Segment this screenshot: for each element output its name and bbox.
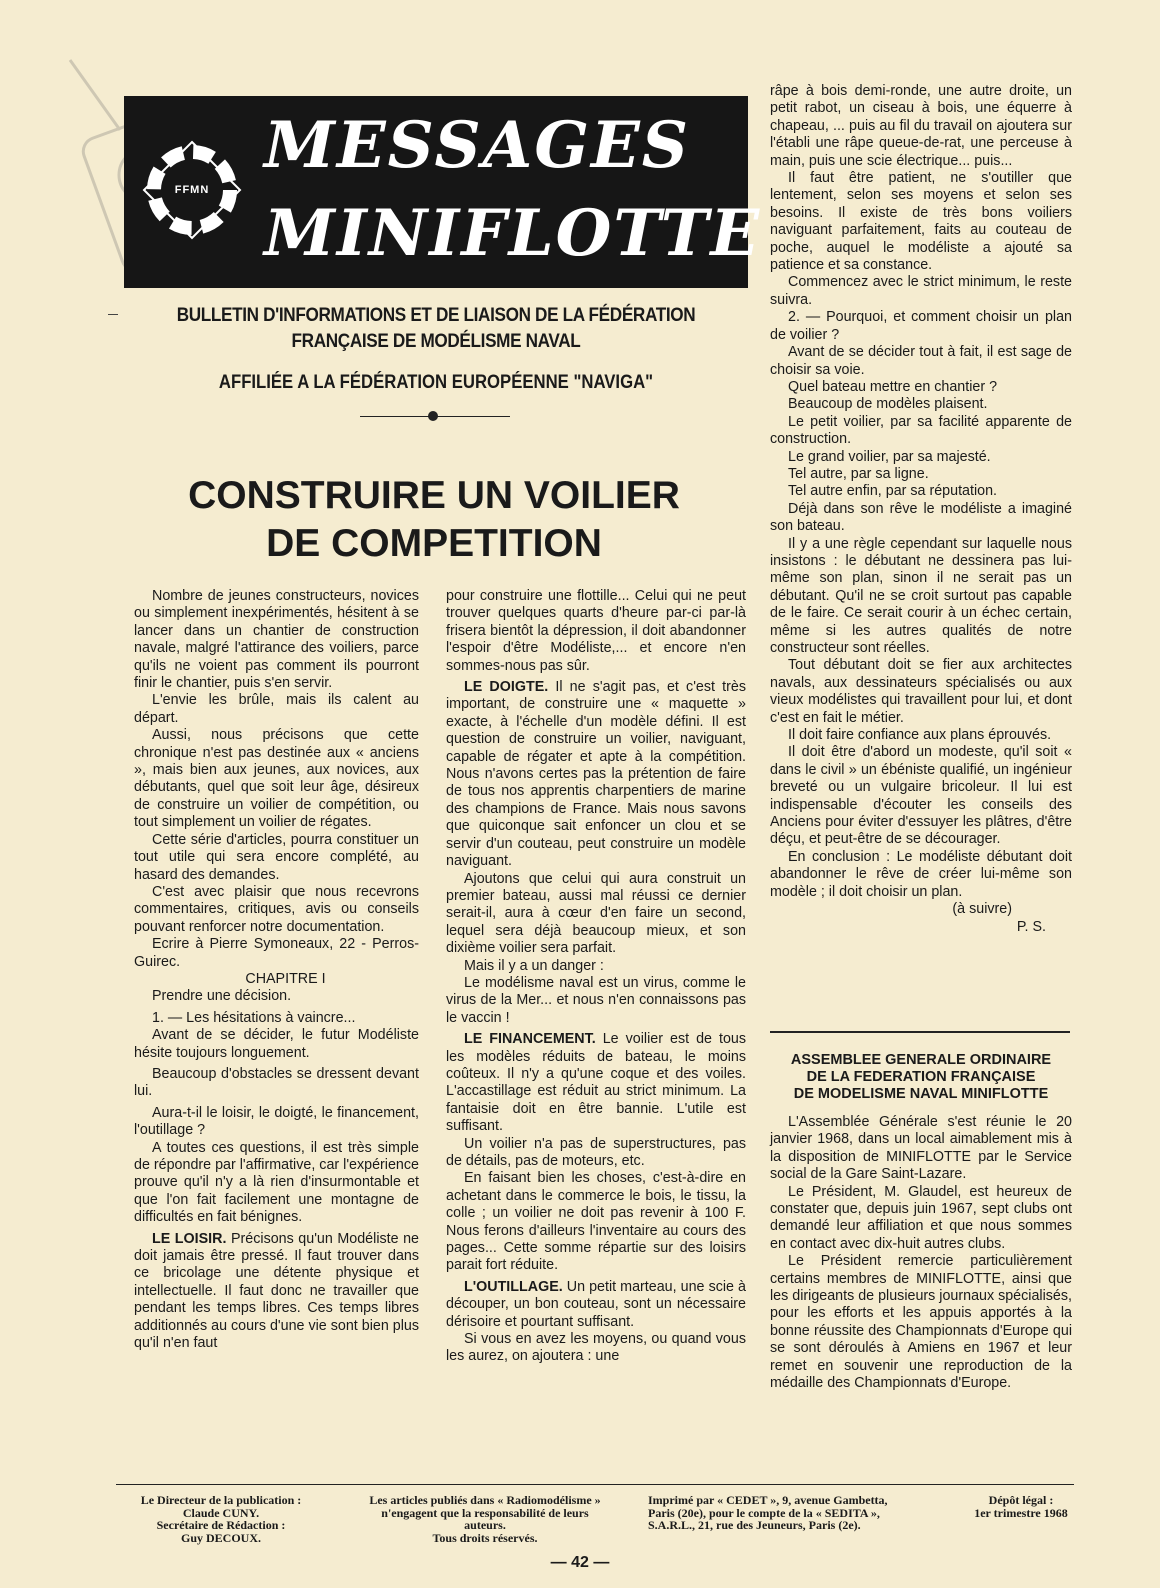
paragraph: Si vous en avez les moyens, ou quand vous les aurez, on ajoutera : une: [446, 1331, 746, 1365]
paragraph: Aussi, nous précisons que cette chronique n'est pas destinée aux « anciens », mais bien aux jeunes, aux novices, aux débutants, quel que soit leur âge, désireux de construire un voilier de compétition, ou tout simplement un voilier de régates.: [134, 727, 419, 831]
paragraph: Tel autre enfin, par sa réputation.: [788, 483, 998, 500]
masthead-title-line1: MESSAGES: [264, 108, 690, 183]
paragraph: Le Président remercie particulièrement certains membres de MINIFLOTTE, ainsi que les dirigeants de plusieurs journaux spécialisés, pour les efforts et les appuis apportés à la bonne réussite des Championnats d'Europe qui se sont déroulés à Amiens en 1967 et leur remet en souvenir une reproduction de la médaille des Championnats d'Europe.: [770, 1253, 1072, 1392]
assembly-text: [770, 1114, 1072, 1393]
paragraph-text: Le voilier est de tous les modèles réduits de bateau, le moins coûteux. Il n'y a qu'une coque et des voiles. L'accastillage est réduit au strict minimum. La fantaisie doit en être bannie. L'utile est suffisant.: [446, 1031, 747, 1135]
footer-disclaimer: [336, 1494, 634, 1544]
paragraph: Le petit voilier, par sa facilité apparente de construction.: [770, 413, 1072, 448]
affiliation-line: AFFILIÉE A LA FÉDÉRATION EUROPÉENNE "NAVIGA": [218, 372, 654, 393]
to-be-continued: (à suivre): [952, 901, 1012, 918]
paragraph: Le modélisme naval est un virus, comme le virus de la Mer... et nous n'en connaissons pas le vaccin !: [446, 974, 746, 1026]
logo-label: FFMN: [174, 184, 210, 196]
section-rule: [770, 1031, 1070, 1033]
paragraph: Prendre une décision.: [152, 988, 292, 1005]
article-title-line2: DE COMPETITION: [266, 522, 602, 565]
paragraph: En conclusion : Le modéliste débutant doit abandonner le rêve de créer lui-même son modèle ; il doit choisir un plan.: [770, 848, 1072, 900]
assembly-heading-line2: DE LA FEDERATION FRANÇAISE: [806, 1069, 1036, 1085]
footer-line: Claude CUNY.: [182, 1505, 260, 1520]
article-title: [124, 472, 744, 568]
run-in-heading: L'OUTILLAGE.: [464, 1278, 563, 1295]
paragraph: C'est avec plaisir que nous recevrons commentaires, critiques, avis ou conseils pouvant renforcer notre documentation.: [134, 883, 419, 935]
run-in-heading: LE DOIGTE.: [464, 679, 549, 696]
run-in-heading: LE FINANCEMENT.: [464, 1031, 596, 1048]
paragraph-loisir: [134, 1231, 419, 1353]
masthead-title-line2: MINIFLOTTE: [264, 196, 762, 271]
paragraph: A toutes ces questions, il est très simple de répondre par l'affirmative, car l'expérience prouve qu'il n'y a là rien d'insurmontable et que l'on fait facilement une montagne de difficultés en fait bénignes.: [134, 1139, 419, 1226]
paragraph: Cette série d'articles, pourra constituer un tout utile qui sera encore complété, au hasard des demandes.: [134, 831, 419, 883]
footer-line: n'engagent que la responsabilité de leurs: [381, 1505, 589, 1520]
paragraph: Avant de se décider, le futur Modéliste hésite toujours longuement.: [134, 1027, 419, 1061]
paragraph: Beaucoup de modèles plaisent.: [788, 396, 988, 413]
paragraph: Le grand voilier, par sa majesté.: [788, 448, 991, 465]
paragraph: Il doit faire confiance aux plans éprouvés.: [788, 727, 1052, 744]
chapter-heading: CHAPITRE I: [245, 970, 326, 987]
footer-line: Paris (20e), pour le compte de la « SEDITA »,: [648, 1505, 880, 1520]
paragraph: L'envie les brûle, mais ils calent au départ.: [134, 692, 419, 726]
footer-legal-deposit: [968, 1494, 1074, 1519]
assembly-heading-line3: DE MODELISME NAVAL MINIFLOTTE: [793, 1086, 1049, 1102]
paragraph-outillage: [446, 1279, 746, 1331]
paragraph: Tout débutant doit se fier aux architectes navals, aux dessinateurs spécialisés ou aux vieux modélistes qui travaillent pour lui, et dont c'est en fait le métier.: [770, 657, 1072, 726]
paragraph: râpe à bois demi-ronde, une autre droite, un petit rabot, un ciseau à bois, une équerre à chapeau, ... puis au fil du travail on ajoutera sur l'établi une râpe queue-de-rat, une perceuse à main, puis une scie électrique... puis...: [770, 83, 1072, 169]
footer-publisher: [116, 1494, 326, 1544]
paragraph: Le Président, M. Glaudel, est heureux de constater que, depuis juin 1967, sept clubs ont demandé leur affiliation et que nous sommes en contact avec dix-huit autres clubs.: [770, 1183, 1072, 1252]
run-in-heading: LE LOISIR.: [152, 1230, 227, 1247]
footer-line: Les articles publiés dans « Radiomodélisme »: [369, 1493, 601, 1507]
paragraph: Nombre de jeunes constructeurs, novices ou simplement inexpérimentés, hésitent à se lancer dans un chantier de construction navale, malgré l'attirance des voiliers, parce qu'ils ne voient pas comment ils pourront finir le chantier, puis s'en servir.: [134, 588, 419, 692]
footer-line: 1er trimestre 1968: [974, 1505, 1068, 1520]
bulletin-subtitle: [161, 302, 710, 354]
paragraph: Commencez avec le strict minimum, le reste suivra.: [770, 274, 1072, 308]
paragraph: Il faut être patient, ne s'outiller que lentement, selon ses moyens et selon ses besoins. Il existe de très bons voiliers naviguant parfaitement, faits au couteau de poche, auquel le modéliste a ajouté sa patience et sa constance.: [770, 170, 1072, 274]
author-initials: P. S.: [1016, 918, 1046, 935]
page-number: — 42 —: [550, 1554, 610, 1571]
paragraph: Quel bateau mettre en chantier ?: [788, 378, 998, 395]
bulletin-line2: FRANÇAISE DE MODÉLISME NAVAL: [291, 330, 581, 352]
footer-printer: [648, 1494, 968, 1532]
paragraph: Aura-t-il le loisir, le doigté, le financement, l'outillage ?: [134, 1104, 419, 1139]
footer-rule: [116, 1484, 1074, 1485]
paragraph: Ajoutons que celui qui aura construit un premier bateau, aussi mal réussi ce dernier serait-il, aura à cœur d'en faire un second, lequel sera déjà beaucoup mieux, et son dixième voilier sera parfait.: [446, 870, 746, 957]
footer-line: S.A.R.L., 21, rue des Jeuneurs, Paris (2e).: [648, 1518, 861, 1532]
paragraph: Un voilier n'a pas de superstructures, pas de détails, pas de moteurs, etc.: [446, 1135, 746, 1169]
footer-line: auteurs.: [464, 1518, 506, 1532]
paragraph: pour construire une flottille... Celui qui ne peut trouver quelques quarts d'heure par-ci par-là frisera bientôt la dépression, il doit abandonner l'espoir d'être Modéliste,... et encore n'en sommes-nous pas sûr.: [446, 588, 746, 674]
ornament-dot: [428, 411, 438, 421]
paragraph-text: Un petit marteau, une scie à découper, un bon couteau, sont un nécessaire dérisoire et pourtant suffisant.: [446, 1278, 746, 1330]
paragraph: 1. — Les hésitations à vaincre...: [152, 1009, 356, 1026]
footer-line: Le Directeur de la publication :: [140, 1493, 302, 1507]
paragraph: 2. — Pourquoi, et comment choisir un plan de voilier ?: [770, 309, 1072, 343]
paragraph: Déjà dans son rêve le modéliste a imaginé son bateau.: [770, 500, 1072, 535]
paragraph-doigte: [446, 679, 746, 870]
article-title-line1: CONSTRUIRE UN VOILIER: [188, 474, 680, 517]
footer-line: Dépôt légal :: [988, 1493, 1054, 1507]
paragraph: Mais il y a un danger :: [464, 957, 604, 974]
paragraph-text: Il ne s'agit pas, et c'est très important, de construire une « maquette » exacte, à l'échelle d'un modèle défini. Il est question de construire un voilier, naviguant, capable de régater et apte à la compétition. Nous n'avons certes pas la prétention de faire de tous nos apprentis charpentiers de marine des champions de France. Mais nous savons que quiconque sait enfoncer un clou et se servir d'un couteau, peut construire un modèle naviguant.: [446, 679, 746, 870]
paragraph: Beaucoup d'obstacles se dressent devant lui.: [134, 1065, 419, 1100]
footer-line: Imprimé par « CEDET », 9, avenue Gambetta,: [648, 1493, 888, 1507]
text-column-1: [134, 588, 419, 1352]
paragraph: Ecrire à Pierre Symoneaux, 22 - Perros-Guirec.: [134, 936, 419, 970]
text-column-2: [446, 588, 746, 1366]
paragraph-text: Précisons qu'un Modéliste ne doit jamais être pressé. Il faut trouver dans ce bricolage une détente physique et intellectuelle. Il faut donc ne travailler que pendant les temps libres. Ces temps libres additionnés au cours d'une vie sont bien plus qu'il n'en faut: [134, 1230, 420, 1352]
paragraph: En faisant bien les choses, c'est-à-dire en achetant dans le commerce le bois, le tissu, la colle ; un voilier ne doit pas revenir à 100 F. Nous ferons d'ailleurs l'inventaire au cours des pages... Cette somme répartie sur des loisirs parait fort réduite.: [446, 1170, 746, 1274]
paragraph: Avant de se décider tout à fait, il est sage de choisir sa voie.: [770, 344, 1072, 378]
paragraph: Tel autre, par sa ligne.: [788, 465, 929, 482]
paragraph: L'Assemblée Générale s'est réunie le 20 janvier 1968, dans un local aimablement mis à la disposition de MINIFLOTTE par le Service social de la Gare Saint-Lazare.: [770, 1114, 1072, 1183]
paragraph: Il doit être d'abord un modeste, qu'il soit « dans le civil » un ébéniste qualifié, un ingénieur breveté ou un vulgaire bricoleur. Il lui est indispensable d'écouter les conseils des Anciens pour éviter d'essuyer les plâtres, d'être déçu, et peut-être de se décourager.: [770, 744, 1072, 848]
bulletin-line1: BULLETIN D'INFORMATIONS ET DE LIAISON DE LA FÉDÉRATION: [176, 304, 696, 326]
footer-line: Secrétaire de Rédaction :: [156, 1518, 286, 1532]
masthead-banner: [124, 96, 762, 288]
margin-dash: [108, 314, 118, 315]
footer-line: Guy DECOUX.: [180, 1530, 261, 1545]
assembly-heading: [770, 1052, 1072, 1103]
paragraph-financement: [446, 1031, 746, 1135]
footer-line: Tous droits réservés.: [432, 1530, 538, 1545]
paragraph: Il y a une règle cependant sur laquelle nous insistons : le débutant ne dessinera pas lui-même son plan, sinon il ne serait pas un débutant. Qu'il ne se croit surtout pas capable de le faire. Ce serait courir à un échec certain, même si les autres qualités de notre constructeur sont réelles.: [770, 535, 1072, 656]
assembly-heading-line1: ASSEMBLEE GENERALE ORDINAIRE: [790, 1052, 1052, 1068]
text-column-3: [770, 83, 1072, 936]
